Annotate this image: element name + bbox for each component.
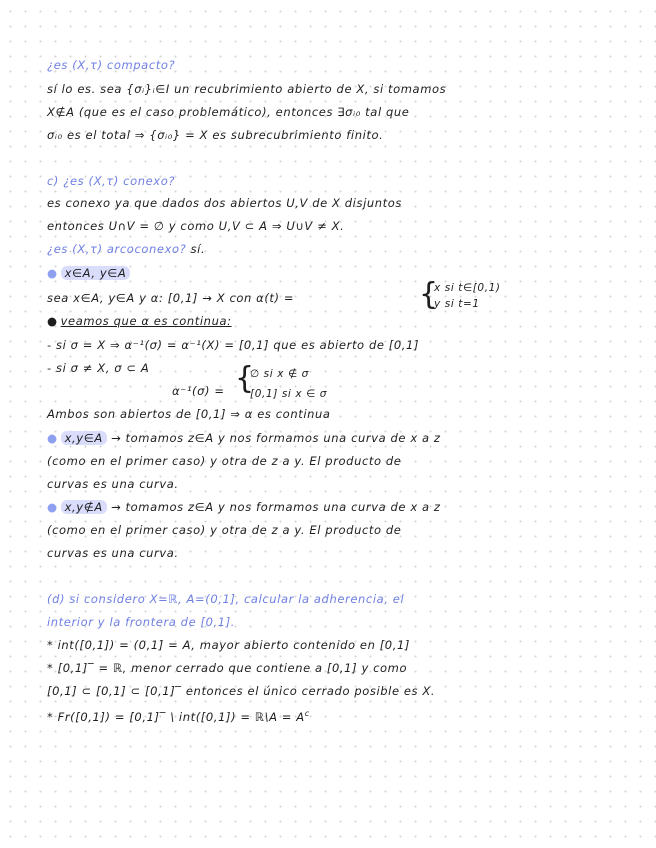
case-3-line-2: (como en el primer caso) y otra de z a y. El producto de bbox=[47, 523, 402, 537]
preimage-lhs: α⁻¹(σ) = bbox=[172, 384, 225, 398]
connected-line-1: es conexo ya que dados dos abiertos U,V de X disjuntos bbox=[47, 196, 402, 210]
case-2-line-3: curvas es una curva. bbox=[47, 477, 179, 491]
question-compact: ¿es (X,τ) compacto? bbox=[47, 58, 176, 72]
question-d-line-2: interior y la frontera de [0,1]. bbox=[47, 615, 236, 629]
question-connected: c) ¿es (X,τ) conexo? bbox=[47, 174, 176, 188]
answer-path-connected: sí. bbox=[190, 242, 206, 256]
continuity-case-1: - si σ = X ⇒ α⁻¹(σ) = α⁻¹(X) = [0,1] que es abierto de [0,1] bbox=[47, 338, 420, 352]
compact-line-2: X∉A (que es el caso problemático), entonces ∃σᵢ₀ tal que bbox=[47, 105, 410, 119]
brace-icon: { bbox=[235, 361, 255, 396]
case-3-label: x,y∉A bbox=[61, 500, 107, 514]
case-1-heading bbox=[47, 266, 130, 280]
bullet-icon: ● bbox=[47, 314, 58, 328]
path-definition: sea x∈A, y∈A y α: [0,1] → X con α(t) = bbox=[47, 291, 295, 305]
case-3-line-1 bbox=[47, 500, 441, 514]
boundary-line bbox=[47, 707, 310, 724]
verify-label: veamos que α es continua: bbox=[60, 314, 232, 328]
continuity-case-2: - si σ ≠ X, σ ⊂ A bbox=[47, 361, 150, 375]
preimage-piece-2: [0,1] si x ∈ σ bbox=[250, 388, 328, 400]
continuity-conclusion: Ambos son abiertos de [0,1] ⇒ α es continua bbox=[47, 407, 331, 421]
bullet-icon: ● bbox=[47, 431, 58, 445]
compact-line-3: σᵢ₀ es el total ⇒ {σᵢ₀} = X es subrecubrimiento finito. bbox=[47, 128, 384, 142]
interior-line: * int([0,1]) = (0,1] = A, mayor abierto contenido en [0,1] bbox=[47, 638, 410, 652]
question-path-connected: ¿es (X,τ) arcoconexo? bbox=[47, 242, 187, 256]
question-path-connected-row bbox=[47, 242, 205, 256]
closure-line: * [0,1]‾ = ℝ, menor cerrado que contiene a [0,1] y como bbox=[47, 661, 408, 675]
complement-sup: c bbox=[304, 709, 310, 718]
closure-line-2: [0,1] ⊂ [0,1] ⊂ [0,1]‾ entonces el único cerrado posible es X. bbox=[47, 684, 436, 698]
path-piece-1: x si t∈[0,1) bbox=[434, 282, 501, 294]
connected-line-2: entonces U∩V = ∅ y como U,V ⊂ A ⇒ U∪V ≠ X. bbox=[47, 219, 345, 233]
case-2-line-1 bbox=[47, 431, 441, 445]
path-piece-2: y si t=1 bbox=[434, 298, 480, 310]
verify-heading bbox=[47, 314, 232, 328]
case-3-text: → tomamos z∈A y nos formamos una curva de x a z bbox=[111, 500, 441, 514]
case-2-text: → tomamos z∈A y nos formamos una curva de x a z bbox=[111, 431, 441, 445]
case-2-label: x,y∈A bbox=[61, 431, 107, 445]
case-3-line-3: curvas es una curva. bbox=[47, 546, 179, 560]
case-2-line-2: (como en el primer caso) y otra de z a y. El producto de bbox=[47, 454, 402, 468]
boundary-text: * Fr([0,1]) = [0,1]‾ \ int([0,1]) = ℝ\A = A bbox=[47, 710, 305, 724]
brace-icon: { bbox=[419, 277, 439, 312]
preimage-piece-1: ∅ si x ∉ σ bbox=[250, 368, 309, 380]
bullet-icon: ● bbox=[47, 266, 58, 280]
compact-line-1: sí lo es. sea {σᵢ}ᵢ∈I un recubrimiento abierto de X, si tomamos bbox=[47, 82, 447, 96]
bullet-icon: ● bbox=[47, 500, 58, 514]
question-d-line-1: (d) si considero X=ℝ, A=(0,1], calcular la adherencia, el bbox=[47, 592, 405, 606]
case-1-label: x∈A, y∈A bbox=[61, 266, 131, 280]
